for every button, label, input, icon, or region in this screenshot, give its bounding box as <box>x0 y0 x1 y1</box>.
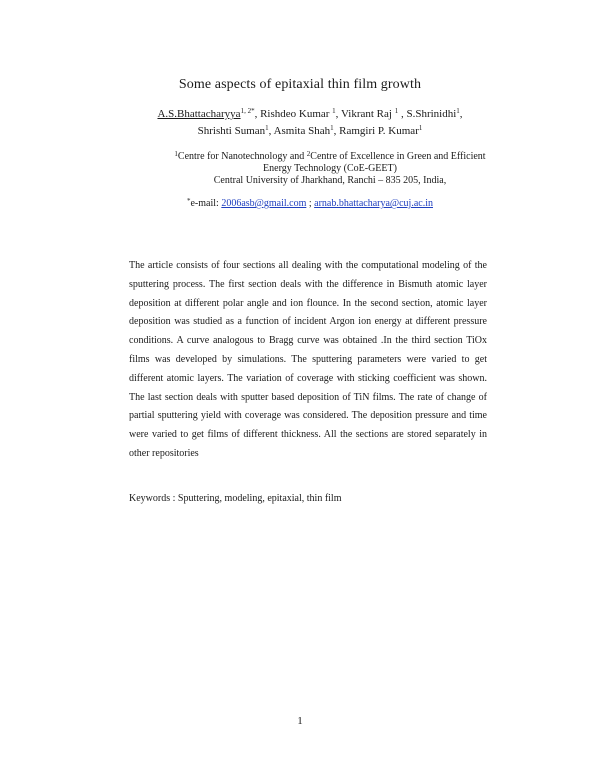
email-line <box>120 198 500 209</box>
author-name: S.Shrinidhi <box>406 108 457 120</box>
email-label: e-mail: <box>190 198 222 209</box>
keywords-text: Sputtering, modeling, epitaxial, thin film <box>177 493 342 504</box>
affil-mark: 1 <box>174 150 178 158</box>
page-number: 1 <box>297 715 303 727</box>
author-separator: , <box>335 108 341 120</box>
author-affil-mark: 1 <box>394 107 399 115</box>
affiliation-text <box>160 151 500 175</box>
author-affil-mark: 1, 2* <box>240 107 255 115</box>
email-link-2[interactable]: arnab.bhattacharya@cuj.ac.in <box>314 198 433 209</box>
author-affil-mark: 1 <box>265 124 269 132</box>
author-affil-mark: 1 <box>418 124 423 132</box>
keywords-line <box>129 493 341 504</box>
affiliation-address: Central University of Jharkhand, Ranchi – 835 205, India, <box>213 175 447 186</box>
author-name: Asmita Shah <box>273 125 331 137</box>
abstract-paragraph: The article consists of four sections all dealing with the computational modeling of the sputtering process. The first section deals with the difference in Bismuth atomic layer deposition at different polar angle and ion flounce. In the second section, atomic layer deposition was studied as a function of incident Argon ion energy at different pressure conditions. A curve analogous to Bragg curve was obtained .In the third section TiOx films was developed by simulations. The sputtering parameters were varied to get different atomic layers. The variation of coverage with sticking coefficient was shown. The last section deals with sputter based deposition of TiN films. The rate of change of partial sputtering yield with coverage was considered. The deposition pressure and time were varied to get films of different thickness. All the sections are stored separately in other repositories <box>129 260 487 459</box>
author-affil-mark: 1 <box>330 124 334 132</box>
author-list <box>120 106 500 140</box>
author-name: A.S.Bhattacharyya <box>157 108 241 120</box>
author-separator: , <box>254 108 261 120</box>
author-line-2 <box>120 123 500 140</box>
affiliation-part-1: Centre for Nanotechnology and <box>177 151 307 162</box>
author-name: Vikrant Raj <box>340 108 395 120</box>
author-separator: , <box>333 125 340 137</box>
affiliation-block <box>160 151 500 187</box>
author-affil-mark: 1 <box>456 107 460 115</box>
paper-title: Some aspects of epitaxial thin film growth <box>178 77 422 92</box>
affil-mark: 2 <box>306 150 311 158</box>
author-name: Ramgiri P. Kumar <box>339 125 419 137</box>
author-separator: , <box>459 108 463 120</box>
email-link-1[interactable]: 2006asb@gmail.com <box>221 198 307 209</box>
author-name: Shrishti Suman <box>197 125 266 137</box>
author-affil-mark: 1 <box>332 107 336 115</box>
corresponding-mark: * <box>186 197 191 205</box>
author-separator: , <box>268 125 274 137</box>
author-line-1 <box>120 106 500 123</box>
affiliation-part-2: Centre of Excellence in Green and Efficient Energy Technology (CoE-GEET) <box>263 151 486 174</box>
keywords-label: Keywords : <box>129 493 178 504</box>
author-name: Rishdeo Kumar <box>260 108 333 120</box>
email-separator: ; <box>306 198 315 209</box>
author-separator: , <box>398 108 407 120</box>
